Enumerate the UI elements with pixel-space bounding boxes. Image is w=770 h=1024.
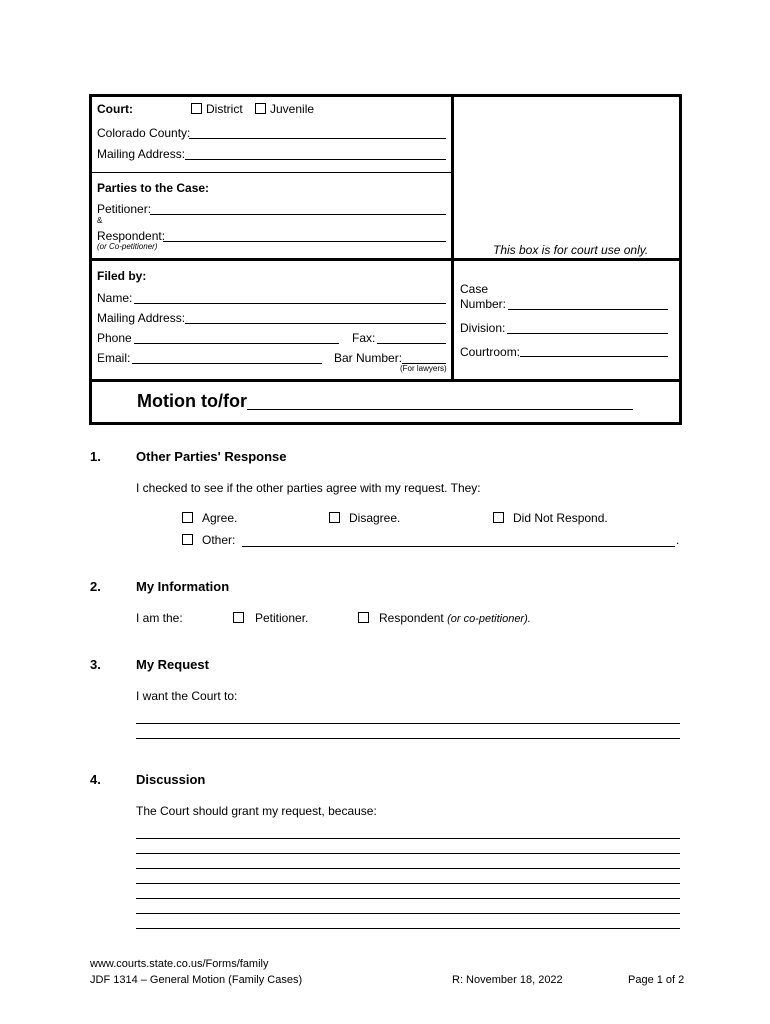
filer-mailing-field[interactable] xyxy=(185,323,446,324)
petitioner-label: Petitioner: xyxy=(97,202,152,216)
parties-label: Parties to the Case: xyxy=(97,181,210,195)
division-label: Division: xyxy=(460,321,506,335)
juvenile-checkbox[interactable] xyxy=(255,103,266,114)
section-1-intro: I checked to see if the other parties agree with my request. They: xyxy=(136,481,481,495)
court-mailing-label: Mailing Address: xyxy=(97,147,186,161)
section-3-heading: My Request xyxy=(136,657,209,672)
section-4-intro: The Court should grant my request, because: xyxy=(136,804,377,818)
footer-form-id: JDF 1314 – General Motion (Family Cases) xyxy=(90,974,303,986)
disagree-label: Disagree. xyxy=(349,511,401,525)
juvenile-label: Juvenile xyxy=(270,102,315,116)
other-period: . xyxy=(676,533,680,547)
discussion-line-3[interactable] xyxy=(136,868,680,869)
respondent-label: Respondent: xyxy=(97,229,166,243)
district-label: District xyxy=(206,102,243,116)
fax-label: Fax: xyxy=(352,331,376,345)
respondent-option-text: Respondent xyxy=(379,611,444,625)
name-label: Name: xyxy=(97,291,133,305)
section-4-number: 4. xyxy=(90,772,101,787)
section-4-heading: Discussion xyxy=(136,772,206,787)
email-field[interactable] xyxy=(132,363,322,364)
court-use-note: This box is for court use only. xyxy=(493,243,649,257)
division-field[interactable] xyxy=(507,333,668,334)
case-label: Case xyxy=(460,282,489,296)
discussion-line-4[interactable] xyxy=(136,883,680,884)
district-checkbox[interactable] xyxy=(191,103,202,114)
did-not-respond-label: Did Not Respond. xyxy=(513,511,608,525)
other-field[interactable] xyxy=(242,546,675,547)
case-number-label: Number: xyxy=(460,297,507,311)
petitioner-field[interactable] xyxy=(150,214,446,215)
caption-divider-vertical xyxy=(451,94,454,382)
county-field[interactable] xyxy=(189,138,446,139)
section-1-heading: Other Parties' Response xyxy=(136,449,287,464)
filed-by-label: Filed by: xyxy=(97,269,147,283)
section-2-heading: My Information xyxy=(136,579,230,594)
court-label: Court: xyxy=(97,102,133,116)
co-petitioner-note: (or Co-petitioner) xyxy=(97,242,158,251)
email-label: Email: xyxy=(97,351,131,365)
footer-url: www.courts.state.co.us/Forms/family xyxy=(90,958,269,970)
disagree-checkbox[interactable] xyxy=(329,512,340,523)
request-line-1[interactable] xyxy=(136,723,680,724)
name-field[interactable] xyxy=(134,303,446,304)
petitioner-checkbox[interactable] xyxy=(233,612,244,623)
discussion-line-1[interactable] xyxy=(136,838,680,839)
caption-divider-mid xyxy=(89,258,682,261)
section-3-number: 3. xyxy=(90,657,101,672)
did-not-respond-checkbox[interactable] xyxy=(493,512,504,523)
other-checkbox[interactable] xyxy=(182,534,193,545)
caption-divider-bottom xyxy=(89,379,682,382)
phone-label: Phone xyxy=(97,331,132,345)
i-am-the-label: I am the: xyxy=(136,611,183,625)
motion-title-field[interactable] xyxy=(247,409,633,410)
caption-divider-parties xyxy=(92,172,452,173)
footer-revised: R: November 18, 2022 xyxy=(452,974,563,986)
courtroom-field[interactable] xyxy=(520,356,668,357)
discussion-line-7[interactable] xyxy=(136,928,680,929)
respondent-field[interactable] xyxy=(163,241,446,242)
for-lawyers-note: (For lawyers) xyxy=(400,364,447,373)
section-2-number: 2. xyxy=(90,579,101,594)
respondent-checkbox[interactable] xyxy=(358,612,369,623)
court-mailing-field[interactable] xyxy=(185,159,446,160)
footer-page: Page 1 of 2 xyxy=(628,974,685,986)
ampersand: & xyxy=(97,216,103,225)
case-number-field[interactable] xyxy=(508,309,668,310)
petitioner-option-label: Petitioner. xyxy=(255,611,309,625)
discussion-line-2[interactable] xyxy=(136,853,680,854)
request-line-2[interactable] xyxy=(136,738,680,739)
respondent-option-label xyxy=(379,611,531,625)
co-petitioner-option-note: (or co-petitioner). xyxy=(447,613,531,625)
section-1-number: 1. xyxy=(90,449,101,464)
bar-number-label: Bar Number: xyxy=(334,351,403,365)
filer-mailing-label: Mailing Address: xyxy=(97,311,186,325)
section-3-intro: I want the Court to: xyxy=(136,689,238,703)
courtroom-label: Courtroom: xyxy=(460,345,521,359)
county-label: Colorado County: xyxy=(97,126,191,140)
discussion-line-5[interactable] xyxy=(136,898,680,899)
fax-field[interactable] xyxy=(377,343,446,344)
motion-title: Motion to/for xyxy=(137,391,247,411)
agree-label: Agree. xyxy=(202,511,238,525)
other-label: Other: xyxy=(202,533,236,547)
discussion-line-6[interactable] xyxy=(136,913,680,914)
phone-field[interactable] xyxy=(134,343,339,344)
agree-checkbox[interactable] xyxy=(182,512,193,523)
